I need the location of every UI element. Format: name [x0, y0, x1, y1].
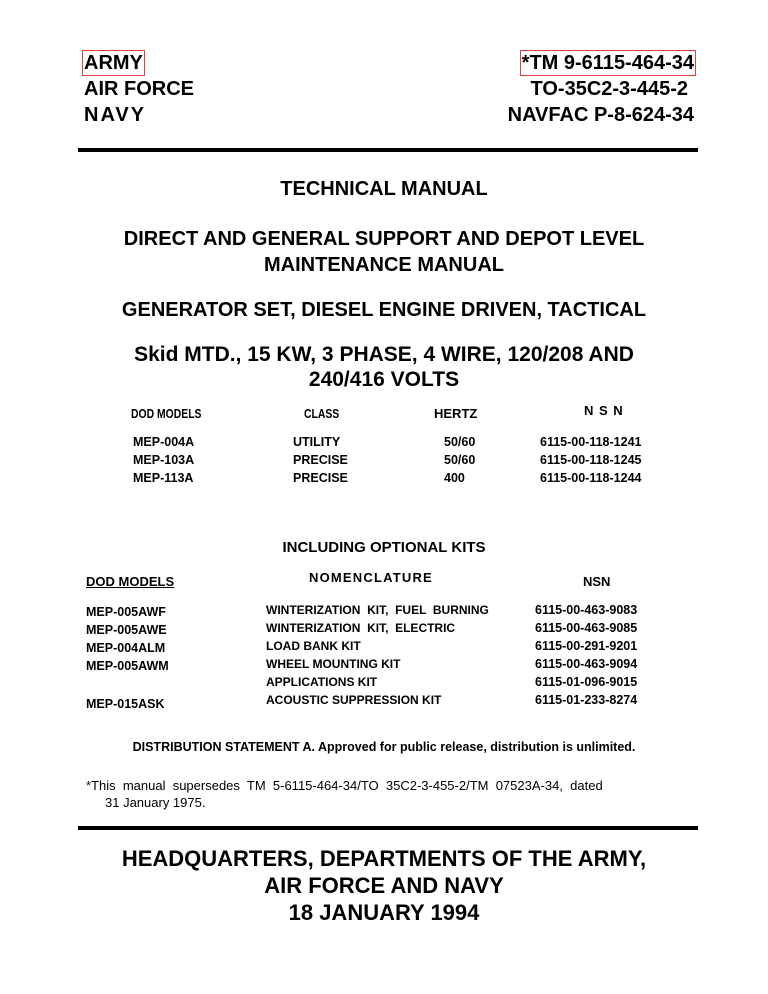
- top-divider: [78, 148, 698, 152]
- manual-subtitle-2: MAINTENANCE MANUAL: [264, 254, 504, 276]
- models-header-class: CLASS: [304, 406, 340, 421]
- list-item: ACOUSTIC SUPPRESSION KIT: [266, 693, 442, 707]
- service-army[interactable]: ARMY: [84, 52, 143, 74]
- list-item: WINTERIZATION KIT, FUEL BURNING: [266, 603, 489, 617]
- table-cell: 50/60: [444, 435, 476, 449]
- list-item: WINTERIZATION KIT, ELECTRIC: [266, 621, 456, 635]
- table-cell: 6115-00-118-1241: [540, 435, 642, 449]
- models-column-nsn: [540, 433, 641, 487]
- service-air-force: AIR FORCE: [84, 78, 194, 100]
- table-cell: 50/60: [444, 453, 476, 467]
- list-item: APPLICATIONS KIT: [266, 675, 378, 689]
- to-number: TO-35C2-3-445-2: [530, 78, 688, 100]
- service-navy: NAVY: [84, 104, 147, 126]
- headquarters-line-1: HEADQUARTERS, DEPARTMENTS OF THE ARMY,: [121, 846, 647, 871]
- table-cell: 400: [444, 471, 465, 485]
- publication-numbers: [508, 50, 694, 128]
- table-cell: PRECISE: [293, 471, 348, 485]
- list-item: MEP-015ASK: [86, 697, 165, 711]
- list-item: WHEEL MOUNTING KIT: [266, 657, 401, 671]
- list-item: 6115-00-463-9085: [535, 621, 638, 635]
- list-item: MEP-004ALM: [86, 641, 166, 655]
- table-cell: UTILITY: [293, 435, 341, 449]
- kits-header-model: DOD MODELS: [86, 574, 175, 589]
- service-list: [84, 50, 194, 128]
- navfac-number: NAVFAC P-8-624-34: [507, 104, 694, 126]
- list-item: MEP-005AWM: [86, 659, 169, 673]
- table-row: MEP-113A: [133, 471, 194, 485]
- table-cell: 6115-00-118-1244: [540, 471, 642, 485]
- models-column-model: [133, 433, 194, 487]
- bottom-divider: [78, 826, 698, 830]
- kits-column-model: [86, 603, 169, 713]
- kits-column-nomenclature: [266, 601, 489, 709]
- models-header-nsn: N S N: [584, 403, 624, 418]
- models-header-model: DOD MODELS: [131, 406, 202, 421]
- list-item: 6115-01-096-9015: [535, 675, 638, 689]
- supersedes-note-line-2: 31 January 1975.: [105, 795, 206, 810]
- spec-line-1: Skid MTD., 15 KW, 3 PHASE, 4 WIRE, 120/208 AND: [134, 343, 634, 366]
- table-cell: 6115-00-118-1245: [540, 453, 642, 467]
- list-item: 6115-00-463-9094: [535, 657, 638, 671]
- models-column-class: [293, 433, 348, 487]
- list-item: 6115-00-291-9201: [535, 639, 638, 653]
- tm-number[interactable]: *TM 9-6115-464-34: [521, 52, 694, 74]
- list-item: LOAD BANK KIT: [266, 639, 361, 653]
- list-item: 6115-00-463-9083: [535, 603, 638, 617]
- table-row: MEP-103A: [133, 453, 195, 467]
- list-item: MEP-005AWE: [86, 623, 167, 637]
- list-item: [86, 675, 169, 695]
- list-item: MEP-005AWF: [86, 605, 166, 619]
- table-cell: PRECISE: [293, 453, 348, 467]
- technical-manual-title: TECHNICAL MANUAL: [280, 178, 488, 200]
- supersedes-note-line-1: *This manual supersedes TM 5-6115-464-34/TO 35C2-3-455-2/TM 07523A-34, dated: [86, 778, 603, 793]
- kits-header-nsn: NSN: [583, 574, 611, 589]
- models-column-hertz: [444, 433, 475, 487]
- table-row: MEP-004A: [133, 435, 195, 449]
- publication-date: 18 JANUARY 1994: [288, 900, 480, 925]
- manual-subtitle-1: DIRECT AND GENERAL SUPPORT AND DEPOT LEVEL: [123, 228, 645, 250]
- distribution-statement: DISTRIBUTION STATEMENT A. Approved for public release, distribution is unlimited.: [132, 740, 636, 754]
- spec-line-2: 240/416 VOLTS: [308, 368, 460, 391]
- models-header-hertz: HERTZ: [434, 406, 478, 421]
- optional-kits-heading: INCLUDING OPTIONAL KITS: [282, 539, 486, 556]
- list-item: 6115-01-233-8274: [535, 693, 638, 707]
- equipment-title: GENERATOR SET, DIESEL ENGINE DRIVEN, TACTICAL: [121, 299, 647, 321]
- headquarters-line-2: AIR FORCE AND NAVY: [264, 873, 504, 898]
- kits-column-nsn: [535, 601, 637, 709]
- kits-header-nomenclature: NOMENCLATURE: [309, 570, 433, 585]
